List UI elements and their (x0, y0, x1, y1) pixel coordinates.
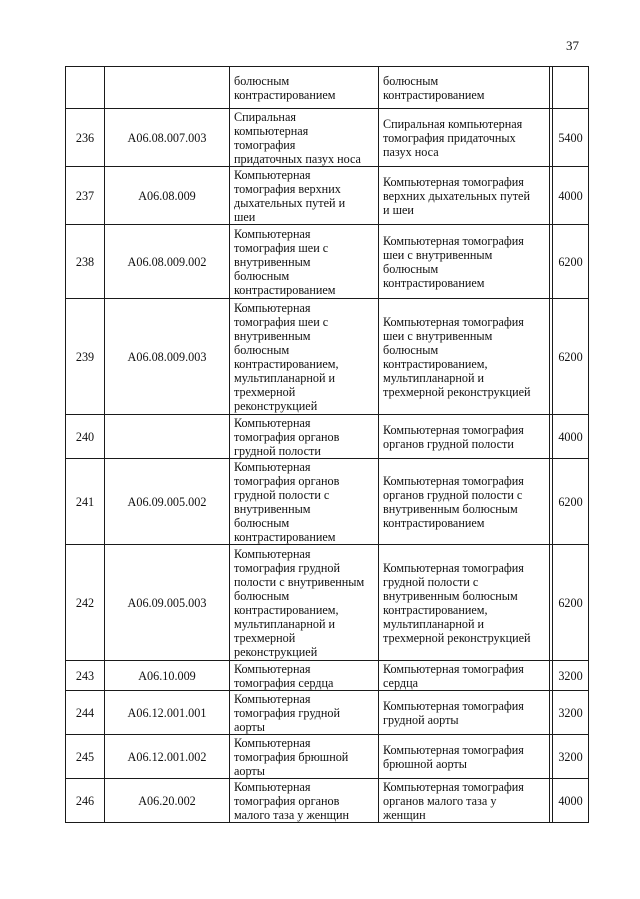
service-code-text: A06.08.007.003 (127, 130, 207, 145)
row-number (66, 415, 105, 459)
service-description-text: болюсным контрастированием (383, 73, 485, 102)
price-table (65, 66, 589, 823)
service-description-text: Компьютерная томография сердца (383, 661, 524, 690)
service-description (379, 735, 550, 779)
row-number (66, 779, 105, 823)
service-description (379, 459, 550, 545)
service-price-text: 3200 (558, 705, 583, 720)
service-description-text: Компьютерная томография грудной полости с внутривенным болюсным контрастированием, мультипланарной и трехмерной реконструкцией (383, 560, 531, 645)
service-price-text: 6200 (558, 349, 583, 364)
service-description (379, 415, 550, 459)
service-description-text: Компьютерная томография верхних дыхательных путей и шеи (383, 174, 530, 217)
row-number-text: 241 (75, 494, 95, 509)
service-code-text: A06.08.009.003 (127, 349, 207, 364)
service-code (105, 735, 230, 779)
service-price-text: 4000 (558, 188, 583, 203)
service-description (379, 167, 550, 225)
row-number-text: 246 (75, 793, 95, 808)
service-description (379, 67, 550, 109)
service-name (230, 67, 379, 109)
service-name-text: Компьютерная томография шеи с внутривенным болюсным контрастированием (234, 226, 336, 297)
service-name-text: Компьютерная томография брюшной аорты (234, 735, 349, 778)
service-price-text: 6200 (558, 254, 583, 269)
row-number (66, 691, 105, 735)
service-price (553, 779, 589, 823)
service-code (105, 661, 230, 691)
service-code-text: A06.08.009.002 (127, 254, 207, 269)
row-number (66, 109, 105, 167)
service-name (230, 779, 379, 823)
service-code (105, 545, 230, 661)
service-code-text: A06.10.009 (138, 668, 196, 683)
row-number-text: 243 (75, 668, 95, 683)
service-code (105, 415, 230, 459)
service-code-text: A06.12.001.001 (127, 705, 207, 720)
service-code (105, 167, 230, 225)
table-row (66, 415, 589, 459)
service-code (105, 459, 230, 545)
row-number-text: 238 (75, 254, 95, 269)
table-row (66, 459, 589, 545)
service-code (105, 225, 230, 299)
table-row (66, 109, 589, 167)
service-code-text: A06.12.001.002 (127, 749, 207, 764)
service-code (105, 67, 230, 109)
service-code-text: A06.08.009 (138, 188, 196, 203)
table-row (66, 225, 589, 299)
service-name-text: Компьютерная томография грудной полости с внутривенным болюсным контрастированием, мультипланарной и трехмерной реконструкцией (234, 546, 365, 659)
table-row (66, 545, 589, 661)
service-description-text: Компьютерная томография шеи с внутривенным болюсным контрастированием, мультипланарной и трехмерной реконструкцией (383, 314, 531, 399)
service-name (230, 661, 379, 691)
service-price (553, 299, 589, 415)
service-name-text: Компьютерная томография грудной аорты (234, 691, 341, 734)
table-row (66, 661, 589, 691)
service-price-text: 3200 (558, 668, 583, 683)
service-code (105, 691, 230, 735)
row-number (66, 545, 105, 661)
row-number (66, 299, 105, 415)
row-number (66, 67, 105, 109)
service-price-text: 5400 (558, 130, 583, 145)
service-name-text: Компьютерная томография органов малого таза у женщин (234, 779, 350, 822)
service-code-text: A06.09.005.002 (127, 494, 207, 509)
service-price (553, 67, 589, 109)
service-name-text: Спиральная компьютерная томография придаточных пазух носа (234, 109, 361, 166)
table-row (66, 735, 589, 779)
service-description-text: Спиральная компьютерная томография придаточных пазух носа (383, 116, 523, 159)
service-description-text: Компьютерная томография органов грудной полости с внутривенным болюсным контрастированием (383, 473, 524, 530)
service-description (379, 691, 550, 735)
service-description-text: Компьютерная томография органов малого таза у женщин (383, 779, 524, 822)
service-name (230, 225, 379, 299)
service-description (379, 299, 550, 415)
table-row (66, 691, 589, 735)
row-number-text: 240 (75, 429, 95, 444)
service-name (230, 459, 379, 545)
service-description (379, 779, 550, 823)
service-description (379, 109, 550, 167)
service-code (105, 779, 230, 823)
row-number (66, 167, 105, 225)
service-name (230, 167, 379, 225)
row-number-text: 242 (75, 595, 95, 610)
row-number-text: 237 (75, 188, 95, 203)
service-price-text: 6200 (558, 494, 583, 509)
service-code-text: A06.09.005.003 (127, 595, 207, 610)
service-price (553, 167, 589, 225)
row-number-text: 239 (75, 349, 95, 364)
service-description-text: Компьютерная томография органов грудной полости (383, 422, 524, 451)
row-number-text: 245 (75, 749, 95, 764)
service-price (553, 225, 589, 299)
service-price (553, 735, 589, 779)
service-price (553, 691, 589, 735)
service-price-text: 6200 (558, 595, 583, 610)
service-price (553, 459, 589, 545)
table-row (66, 167, 589, 225)
service-name (230, 415, 379, 459)
row-number (66, 661, 105, 691)
row-number (66, 225, 105, 299)
service-price (553, 109, 589, 167)
row-number-text: 244 (75, 705, 95, 720)
service-code-text: A06.20.002 (138, 793, 196, 808)
table-row (66, 299, 589, 415)
service-description-text: Компьютерная томография шеи с внутривенным болюсным контрастированием (383, 233, 524, 290)
service-description (379, 225, 550, 299)
row-number (66, 459, 105, 545)
service-name (230, 735, 379, 779)
service-price (553, 545, 589, 661)
service-code (105, 299, 230, 415)
table-row (66, 779, 589, 823)
service-name-text: Компьютерная томография органов грудной полости с внутривенным болюсным контрастированием (234, 459, 340, 544)
service-description-text: Компьютерная томография брюшной аорты (383, 742, 524, 771)
service-description-text: Компьютерная томография грудной аорты (383, 698, 524, 727)
table-row (66, 67, 589, 109)
service-price (553, 661, 589, 691)
service-name (230, 691, 379, 735)
service-name-text: Компьютерная томография шеи с внутривенным болюсным контрастированием, мультипланарной и трехмерной реконструкцией (234, 300, 339, 413)
service-name (230, 299, 379, 415)
service-name-text: болюсным контрастированием (234, 73, 336, 102)
service-name (230, 109, 379, 167)
service-description (379, 545, 550, 661)
service-name-text: Компьютерная томография верхних дыхательных путей и шеи (234, 167, 346, 224)
service-price (553, 415, 589, 459)
service-price-text: 4000 (558, 793, 583, 808)
row-number (66, 735, 105, 779)
row-number-text: 236 (75, 130, 95, 145)
service-price-text: 3200 (558, 749, 583, 764)
service-name-text: Компьютерная томография органов грудной полости (234, 415, 340, 458)
service-name-text: Компьютерная томография сердца (234, 661, 334, 690)
service-description (379, 661, 550, 691)
service-price-text: 4000 (558, 429, 583, 444)
service-name (230, 545, 379, 661)
service-code (105, 109, 230, 167)
page-number: 37 (566, 38, 579, 53)
